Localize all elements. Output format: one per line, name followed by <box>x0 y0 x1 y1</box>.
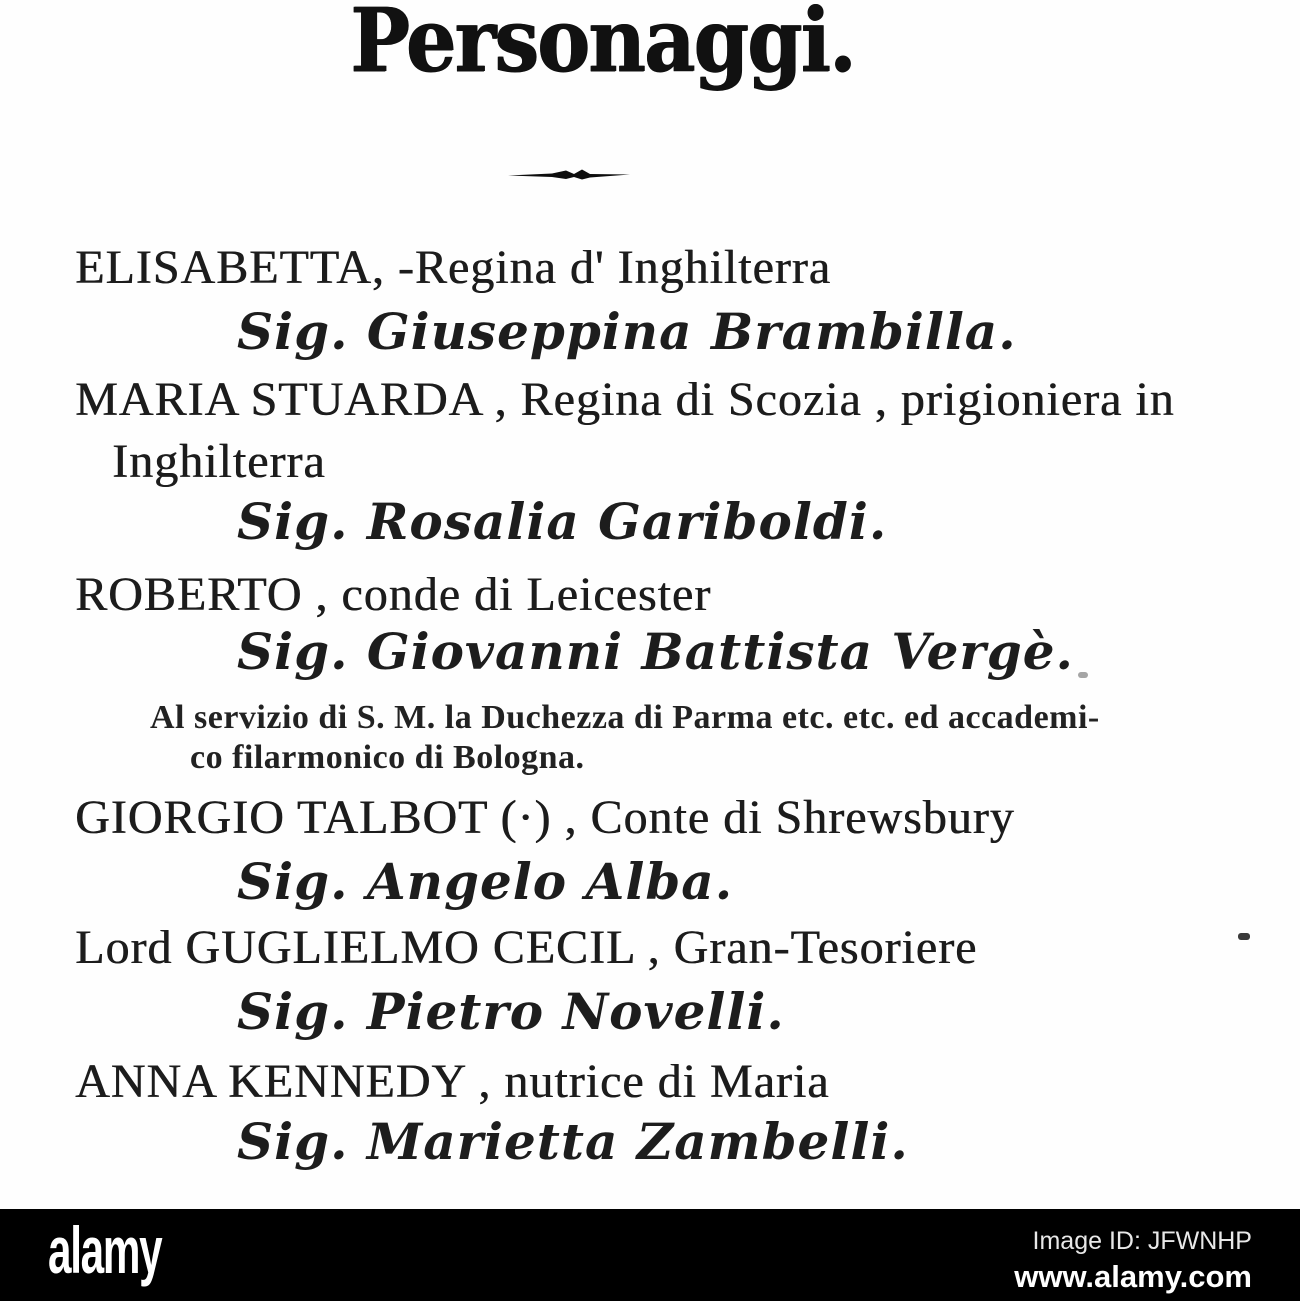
watermark-id-block <box>1014 1229 1252 1292</box>
alamy-logo: alamy <box>48 1213 162 1287</box>
watermark-bar <box>0 1209 1300 1301</box>
cast-1-name: MARIA STUARDA , Regina di Scozia , prigioniera in <box>75 373 1175 426</box>
cast-3-performer: Sig. Angelo Alba. <box>237 852 734 911</box>
cast-5-performer: Sig. Marietta Zambelli. <box>237 1112 909 1171</box>
cast-0-performer: Sig. Giuseppina Brambilla. <box>237 302 1017 361</box>
page-title: Personaggi. <box>350 0 855 92</box>
cast-4-name: Lord GUGLIELMO CECIL , Gran-Tesoriere <box>75 921 978 974</box>
ink-speck <box>1238 933 1250 940</box>
cast-2-note-line-1: Al servizio di S. M. la Duchezza di Parma etc. etc. ed accademi- <box>150 699 1100 736</box>
cast-2-performer: Sig. Giovanni Battista Vergè. <box>237 622 1074 681</box>
cast-3-name: GIORGIO TALBOT (·) , Conte di Shrewsbury <box>75 791 1015 844</box>
cast-5-name: ANNA KENNEDY , nutrice di Maria <box>75 1055 830 1108</box>
cast-4-performer: Sig. Pietro Novelli. <box>237 982 785 1041</box>
cast-0-name: ELISABETTA, -Regina d' Inghilterra <box>75 241 831 294</box>
ornamental-divider <box>508 168 630 182</box>
cast-1-performer: Sig. Rosalia Gariboldi. <box>237 492 888 551</box>
image-id-label: Image ID: JFWNHP <box>1032 1227 1252 1255</box>
ink-speck <box>1078 672 1088 678</box>
alamy-url-label: www.alamy.com <box>1014 1259 1252 1294</box>
cast-2-name: ROBERTO , conde di Leicester <box>75 568 712 621</box>
cast-2-note-line-2: co filarmonico di Bologna. <box>190 739 585 776</box>
cast-1-name-continuation: Inghilterra <box>112 435 326 488</box>
